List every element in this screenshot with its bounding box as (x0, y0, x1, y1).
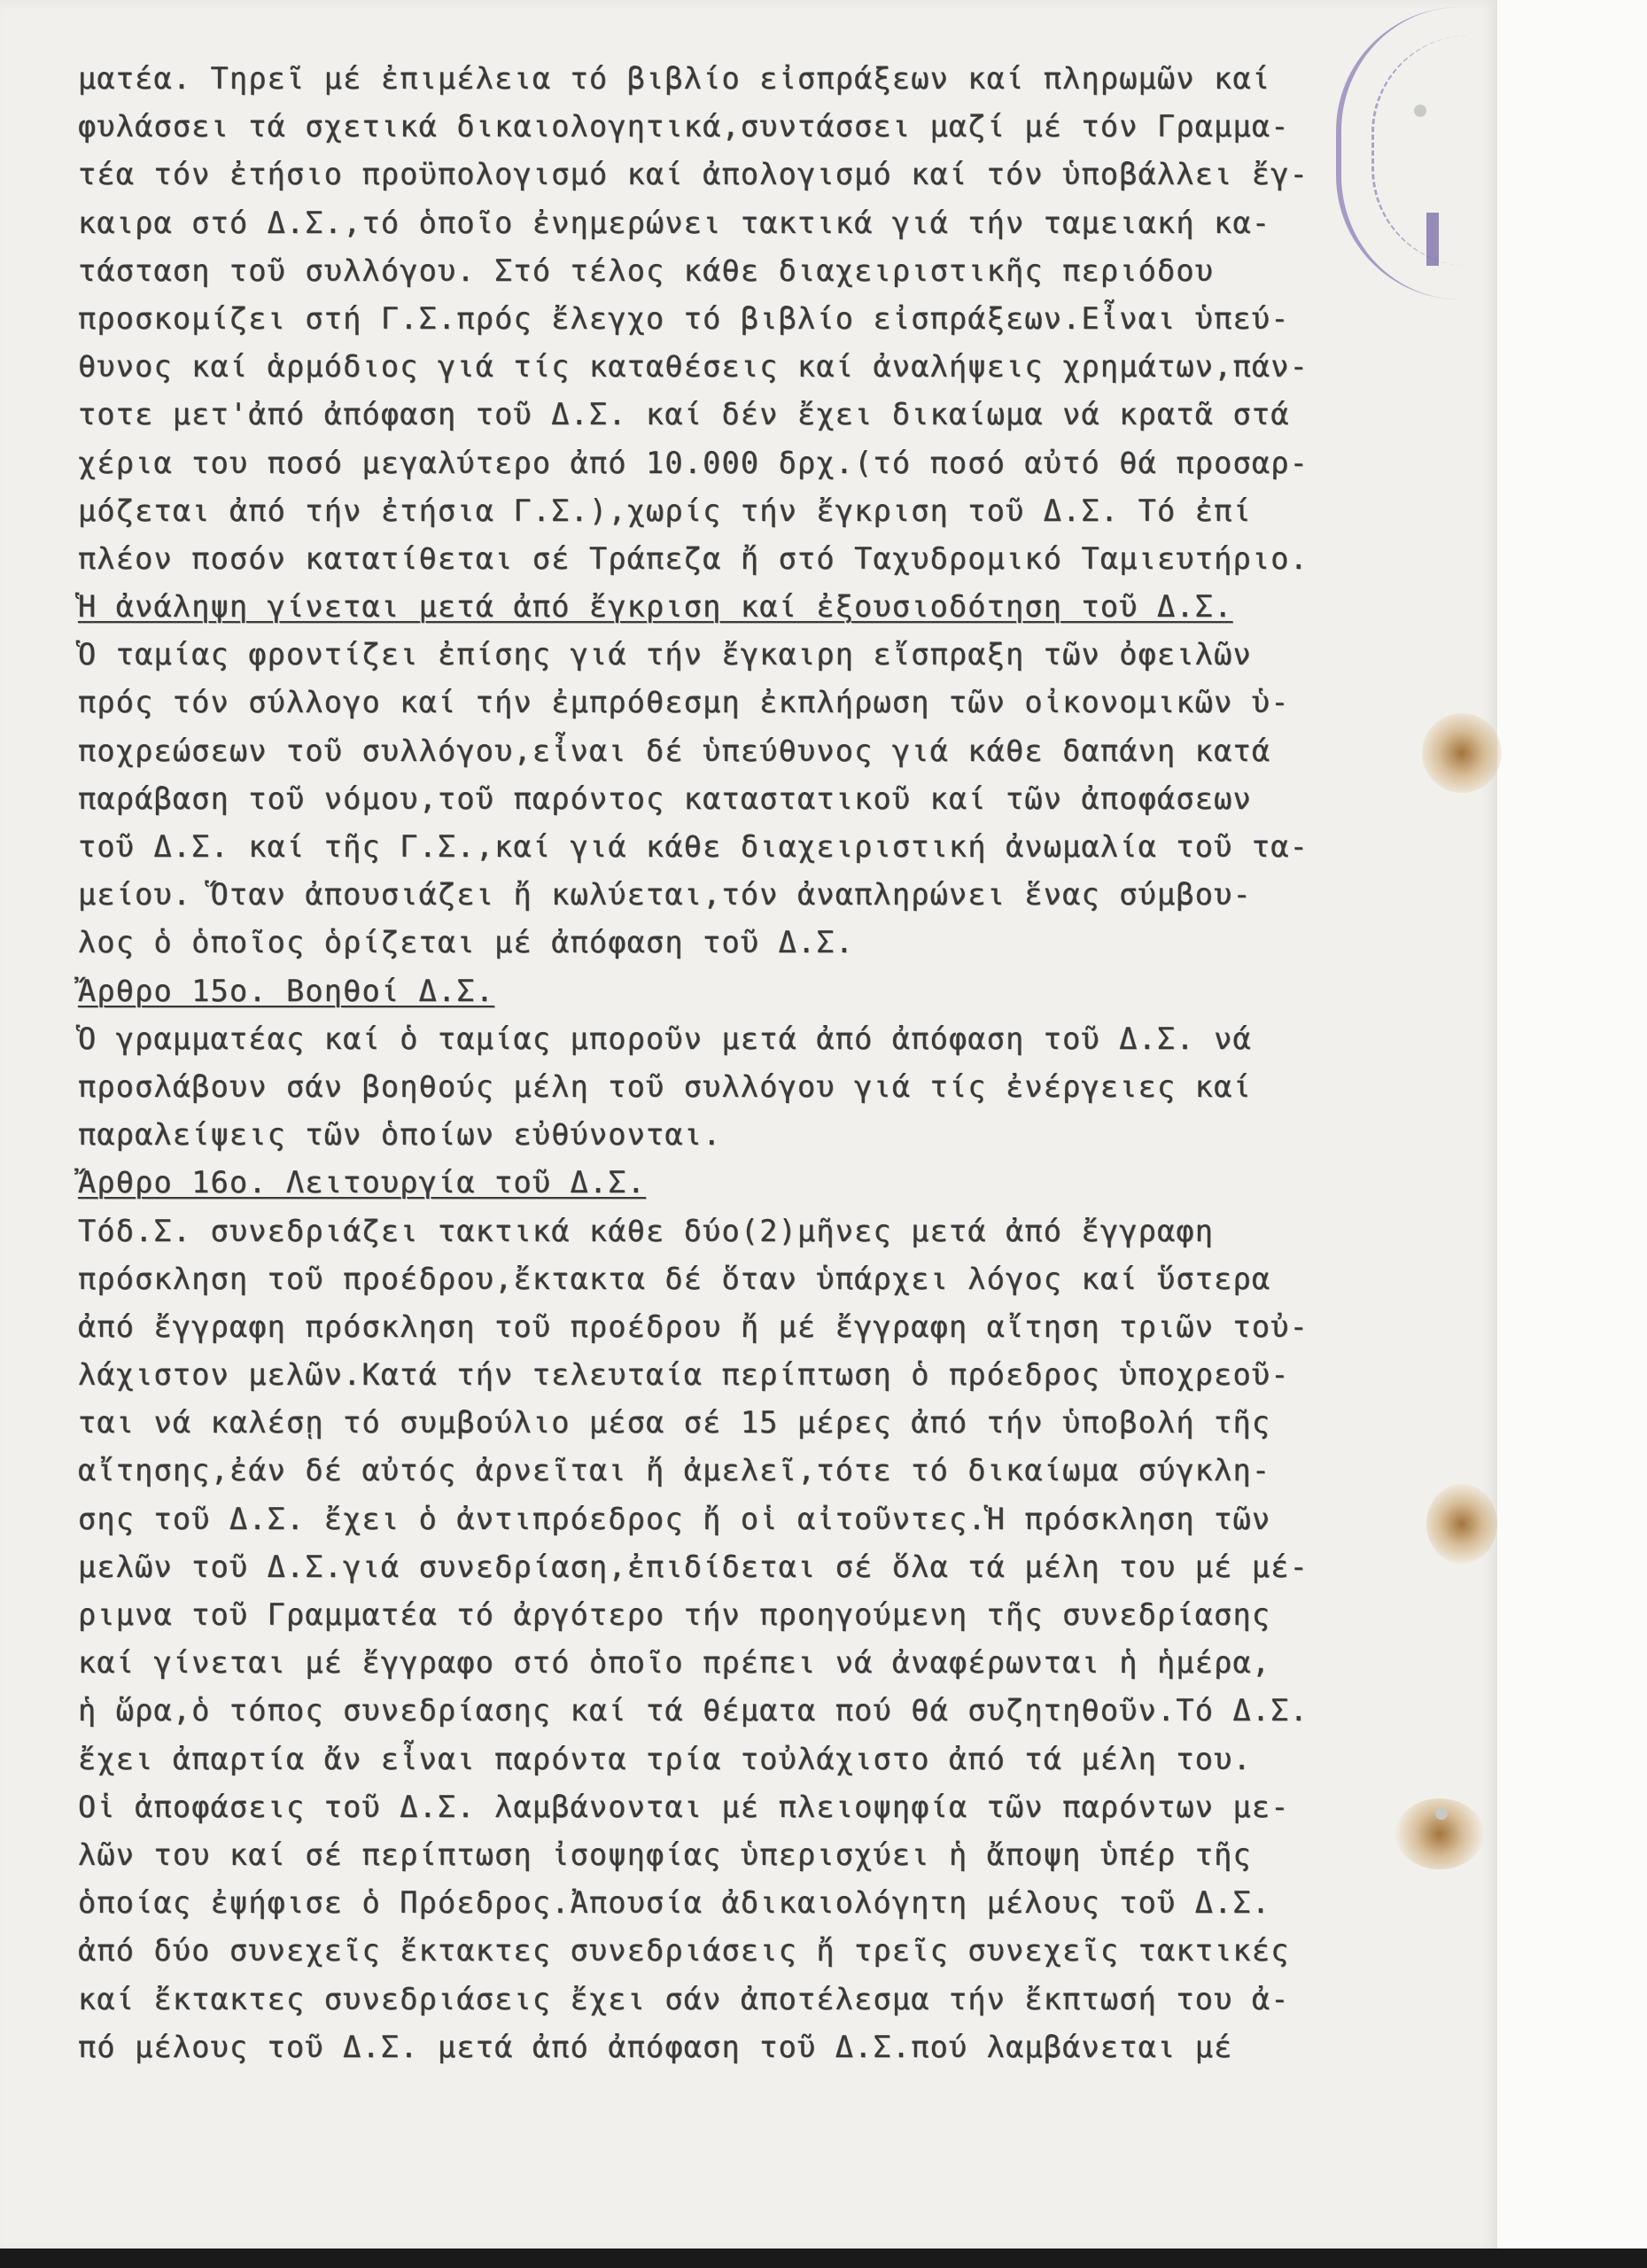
text-line: πρόσκληση τοῦ προέδρου,ἔκτακτα δέ ὅταν ὑπάρχει λόγος καί ὕστερα (78, 1261, 1271, 1296)
text-line: ριμνα τοῦ Γραμματέα τό ἀργότερο τήν προηγούμενη τῆς συνεδρίασης (78, 1597, 1271, 1632)
text-line: τοτε μετ'ἀπό ἀπόφαση τοῦ Δ.Σ. καί δέν ἔχει δικαίωμα νά κρατᾶ στά (78, 397, 1290, 432)
text-line: ματέα. Τηρεῖ μέ ἐπιμέλεια τό βιβλίο εἰσπράξεων καί πληρωμῶν καί (78, 61, 1271, 96)
text-line: προσκομίζει στή Γ.Σ.πρός ἔλεγχο τό βιβλίο εἰσπράξεων.Εἶναι ὑπεύ- (78, 300, 1290, 336)
text-line: μείου. Ὅταν ἀπουσιάζει ἤ κωλύεται,τόν ἀναπληρώνει ἕνας σύμβου- (78, 877, 1252, 913)
text-line: Οἱ ἀποφάσεις τοῦ Δ.Σ. λαμβάνονται μέ πλειοψηφία τῶν παρόντων με- (78, 1789, 1290, 1824)
text-line: προσλάβουν σάν βοηθούς μέλη τοῦ συλλόγου γιά τίς ἐνέργειες καί (78, 1068, 1252, 1104)
punch-hole-top (1414, 105, 1426, 117)
text-line: πό μέλους τοῦ Δ.Σ. μετά ἀπό ἀπόφαση τοῦ Δ.Σ.πού λαμβάνεται μέ (78, 2029, 1233, 2064)
text-line: μόζεται ἀπό τήν ἐτήσια Γ.Σ.),χωρίς τήν ἔγκριση τοῦ Δ.Σ. Τό ἐπί (78, 493, 1252, 528)
text-line: παράβαση τοῦ νόμου,τοῦ παρόντος καταστατικοῦ καί τῶν ἀποφάσεων (78, 781, 1252, 816)
text-line: λάχιστον μελῶν.Κατά τήν τελευταία περίπτωση ὁ πρόεδρος ὑποχρεοῦ- (78, 1357, 1290, 1393)
text-line: φυλάσσει τά σχετικά δικαιολογητικά,συντάσσει μαζί μέ τόν Γραμμα- (78, 109, 1290, 144)
scanner-bottom-edge (0, 2249, 1647, 2268)
text-line: Ὁ γραμματέας καί ὁ ταμίας μποροῦν μετά ἀπό ἀπόφαση τοῦ Δ.Σ. νά (78, 1021, 1252, 1056)
text-line: ἔχει ἀπαρτία ἄν εἶναι παρόντα τρία τοὐλάχιστο ἀπό τά μέλη του. (78, 1741, 1252, 1776)
rust-stain-middle (1426, 1484, 1497, 1564)
text-line: σης τοῦ Δ.Σ. ἔχει ὁ ἀντιπρόεδρος ἤ οἱ αἰτοῦντες.Ἡ πρόσκληση τῶν (78, 1501, 1271, 1536)
text-line: ὁποίας ἐψήφισε ὁ Πρόεδρος.Ἀπουσία ἀδικαιολόγητη μέλους τοῦ Δ.Σ. (78, 1885, 1271, 1921)
stamp-seal-mark (1426, 213, 1439, 266)
text-line: ποχρεώσεων τοῦ συλλόγου,εἶναι δέ ὑπεύθυνος γιά κάθε δαπάνη κατά (78, 733, 1271, 768)
punch-hole-bottom (1435, 1807, 1448, 1820)
text-line: καί ἔκτακτες συνεδριάσεις ἔχει σάν ἀποτέλεσμα τήν ἔκπτωσή του ἀ- (78, 1981, 1290, 2016)
text-line: Ὁ ταμίας φροντίζει ἐπίσης γιά τήν ἔγκαιρη εἴσπραξη τῶν ὀφειλῶν (78, 637, 1252, 672)
text-line: λος ὁ ὁποῖος ὁρίζεται μέ ἀπόφαση τοῦ Δ.Σ. (78, 925, 855, 960)
text-line: μελῶν τοῦ Δ.Σ.γιά συνεδρίαση,ἐπιδίδεται σέ ὅλα τά μέλη του μέ μέ- (78, 1549, 1309, 1584)
text-line: θυνος καί ἁρμόδιος γιά τίς καταθέσεις καί ἀναλήψεις χρημάτων,πάν- (78, 349, 1309, 384)
text-line: χέρια του ποσό μεγαλύτερο ἀπό 10.000 δρχ.(τό ποσό αὐτό θά προσαρ- (78, 445, 1309, 480)
rust-stain-upper (1422, 713, 1502, 793)
text-line: καιρα στό Δ.Σ.,τό ὁποῖο ἐνημερώνει τακτικά γιά τήν ταμειακή κα- (78, 205, 1271, 240)
text-line: ἀπό ἔγγραφη πρόσκληση τοῦ προέδρου ἤ μέ ἔγγραφη αἴτηση τριῶν τοὐ- (78, 1309, 1309, 1344)
text-line: λῶν του καί σέ περίπτωση ἰσοψηφίας ὑπερισχύει ἡ ἄποψη ὑπέρ τῆς (78, 1837, 1252, 1872)
text-line: τάσταση τοῦ συλλόγου. Στό τέλος κάθε διαχειριστικῆς περιόδου (78, 252, 1215, 288)
text-line: ἀπό δύο συνεχεῖς ἔκτακτες συνεδριάσεις ἤ τρεῖς συνεχεῖς τακτικές (78, 1933, 1290, 1969)
text-line: τοῦ Δ.Σ. καί τῆς Γ.Σ.,καί γιά κάθε διαχειριστική ἀνωμαλία τοῦ τα- (78, 829, 1309, 864)
scan-margin (1497, 0, 1647, 2268)
text-line: Τόδ.Σ. συνεδριάζει τακτικά κάθε δύο(2)μῆνες μετά ἀπό ἔγγραφη (78, 1213, 1215, 1248)
text-line: πλέον ποσόν κατατίθεται σέ Τράπεζα ἤ στό Ταχυδρομικό Ταμιευτήριο. (78, 540, 1309, 576)
text-line: καί γίνεται μέ ἔγγραφο στό ὁποῖο πρέπει νά ἀναφέρωνται ἡ ἡμέρα, (78, 1645, 1271, 1681)
text-line-underlined: Ἡ ἀνάληψη γίνεται μετά ἀπό ἔγκριση καί ἐξουσιοδότηση τοῦ Δ.Σ. (78, 589, 1233, 625)
text-line: ἡ ὥρα,ὁ τόπος συνεδρίασης καί τά θέματα πού θά συζητηθοῦν.Τό Δ.Σ. (78, 1693, 1309, 1728)
text-line: παραλείψεις τῶν ὁποίων εὐθύνονται. (78, 1117, 722, 1153)
text-line: αἴτησης,ἐάν δέ αὐτός ἀρνεῖται ἤ ἀμελεῖ,τότε τό δικαίωμα σύγκλη- (78, 1453, 1271, 1488)
text-line: πρός τόν σύλλογο καί τήν ἐμπρόθεσμη ἐκπλήρωση τῶν οἰκονομικῶν ὑ- (78, 685, 1290, 720)
text-line: ται νά καλέσῃ τό συμβούλιο μέσα σέ 15 μέρες ἀπό τήν ὑποβολή τῆς (78, 1405, 1271, 1441)
article-16-heading: Ἄρθρο 16ο. Λειτουργία τοῦ Δ.Σ. (78, 1165, 647, 1200)
article-15-heading: Ἄρθρο 15ο. Βοηθοί Δ.Σ. (78, 973, 495, 1008)
text-line: τέα τόν ἐτήσιο προϋπολογισμό καί ἀπολογισμό καί τόν ὑποβάλλει ἔγ- (78, 157, 1309, 192)
typewritten-text (78, 55, 1318, 2071)
